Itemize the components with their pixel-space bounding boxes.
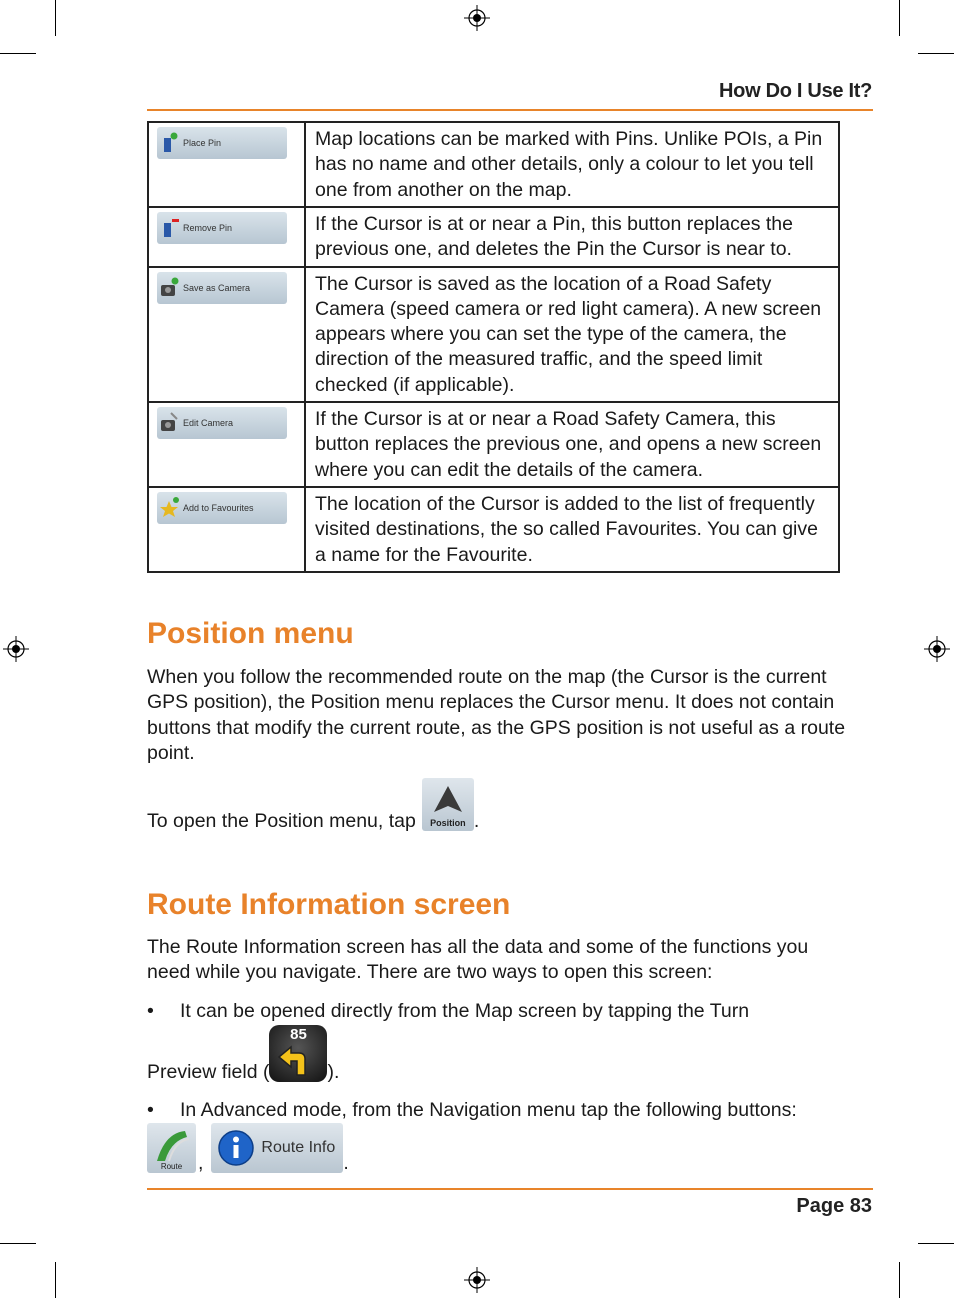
- position-button-label: Position: [430, 818, 466, 828]
- info-icon: [216, 1128, 256, 1168]
- button-label: Edit Camera: [183, 418, 234, 429]
- add-to-favourites-button[interactable]: [157, 492, 287, 524]
- remove-pin-button[interactable]: [157, 212, 287, 244]
- row-description: The location of the Cursor is added to the list of frequently visited destinations, the so called Favourites. You can give a name for the Favourite.: [305, 487, 839, 572]
- bullet-text: It can be opened directly from the Map screen by tapping the Turn: [180, 1000, 750, 1022]
- table-row: [148, 487, 839, 572]
- bullet-text: Preview field (: [147, 1061, 270, 1083]
- open-position-text: To open the Position menu, tap: [147, 810, 416, 832]
- pin-icon: [159, 130, 181, 156]
- pin-icon: [159, 215, 181, 241]
- registration-mark-icon: [3, 636, 29, 662]
- position-menu-paragraph: When you follow the recommended route on the map (the Cursor is the current GPS position), the Position menu replaces the Cursor menu. It does not contain buttons that modify the current route, as the GPS position is not useful as a route point.: [147, 666, 846, 764]
- route-info-paragraph: The Route Information screen has all the data and some of the functions you need while you navigate. There are two ways to open this screen:: [147, 936, 809, 984]
- row-description: Map locations can be marked with Pins. Unlike POIs, a Pin has no name and other details, only a colour to let you tell one from another on the map.: [305, 122, 839, 207]
- table-row: [148, 207, 839, 267]
- section-heading-route-information: Route Information screen: [147, 888, 511, 921]
- registration-mark-icon: [464, 1267, 490, 1293]
- crop-mark: [899, 0, 900, 36]
- page-number: Page 83: [796, 1195, 872, 1217]
- feature-table: [147, 121, 840, 573]
- place-pin-button[interactable]: [157, 127, 287, 159]
- row-description: If the Cursor is at or near a Pin, this button replaces the previous one, and deletes the Pin the Cursor is near to.: [305, 207, 839, 267]
- open-position-line: [147, 777, 479, 831]
- crop-mark: [0, 53, 36, 54]
- turn-preview-distance: 85: [290, 1026, 307, 1043]
- button-label: Remove Pin: [183, 223, 233, 233]
- table-row: [148, 402, 839, 487]
- bullet-continuation: [147, 1022, 339, 1082]
- crop-mark: [55, 1262, 56, 1298]
- crop-mark: [918, 1243, 954, 1244]
- turn-left-arrow-icon: [269, 1025, 327, 1082]
- bullet-item: [147, 1098, 797, 1123]
- route-button-label: Route: [160, 1162, 183, 1171]
- open-position-suffix: .: [473, 810, 480, 832]
- star-icon: [159, 495, 181, 521]
- route-button[interactable]: [147, 1123, 196, 1173]
- route-buttons-line: [147, 1121, 349, 1173]
- bullet-marker: •: [147, 1099, 154, 1121]
- row-description: The Cursor is saved as the location of a Road Safety Camera (speed camera or red light camera). A new screen appears where you can set the type of the camera, the direction of the measured traffic, and the speed limit checked (if applicable).: [305, 267, 839, 402]
- separator-text: ,: [198, 1152, 204, 1174]
- camera-icon: [159, 410, 181, 436]
- section-heading-position-menu: Position menu: [147, 617, 354, 650]
- header-rule: [147, 109, 873, 111]
- save-as-camera-button[interactable]: [157, 272, 287, 304]
- button-label: Place Pin: [183, 138, 222, 148]
- row-description: If the Cursor is at or near a Road Safety Camera, this button replaces the previous one, and opens a new screen where you can edit the details of the camera.: [305, 402, 839, 487]
- camera-icon: [159, 275, 181, 301]
- edit-camera-button[interactable]: [157, 407, 287, 439]
- bullet-item: [147, 999, 750, 1024]
- bullet-text: ).: [327, 1061, 340, 1083]
- page-header-title: How Do I Use It?: [719, 80, 872, 102]
- crop-mark: [0, 1243, 36, 1244]
- table-row: [148, 122, 839, 207]
- end-text: .: [343, 1152, 349, 1174]
- crop-mark: [918, 53, 954, 54]
- button-label: Save as Camera: [183, 282, 251, 293]
- registration-mark-icon: [924, 636, 950, 662]
- table-row: [148, 267, 839, 402]
- crop-mark: [899, 1262, 900, 1298]
- bullet-text: In Advanced mode, from the Navigation menu tap the following buttons:: [180, 1099, 797, 1121]
- position-button[interactable]: [422, 778, 474, 831]
- footer-rule: [147, 1188, 873, 1190]
- registration-mark-icon: [464, 5, 490, 31]
- button-label: Add to Favourites: [183, 502, 254, 513]
- route-info-button[interactable]: [211, 1123, 343, 1173]
- crop-mark: [55, 0, 56, 36]
- route-info-button-label: Route Info: [261, 1139, 336, 1156]
- bullet-marker: •: [147, 1000, 154, 1022]
- turn-preview-field[interactable]: [269, 1025, 327, 1082]
